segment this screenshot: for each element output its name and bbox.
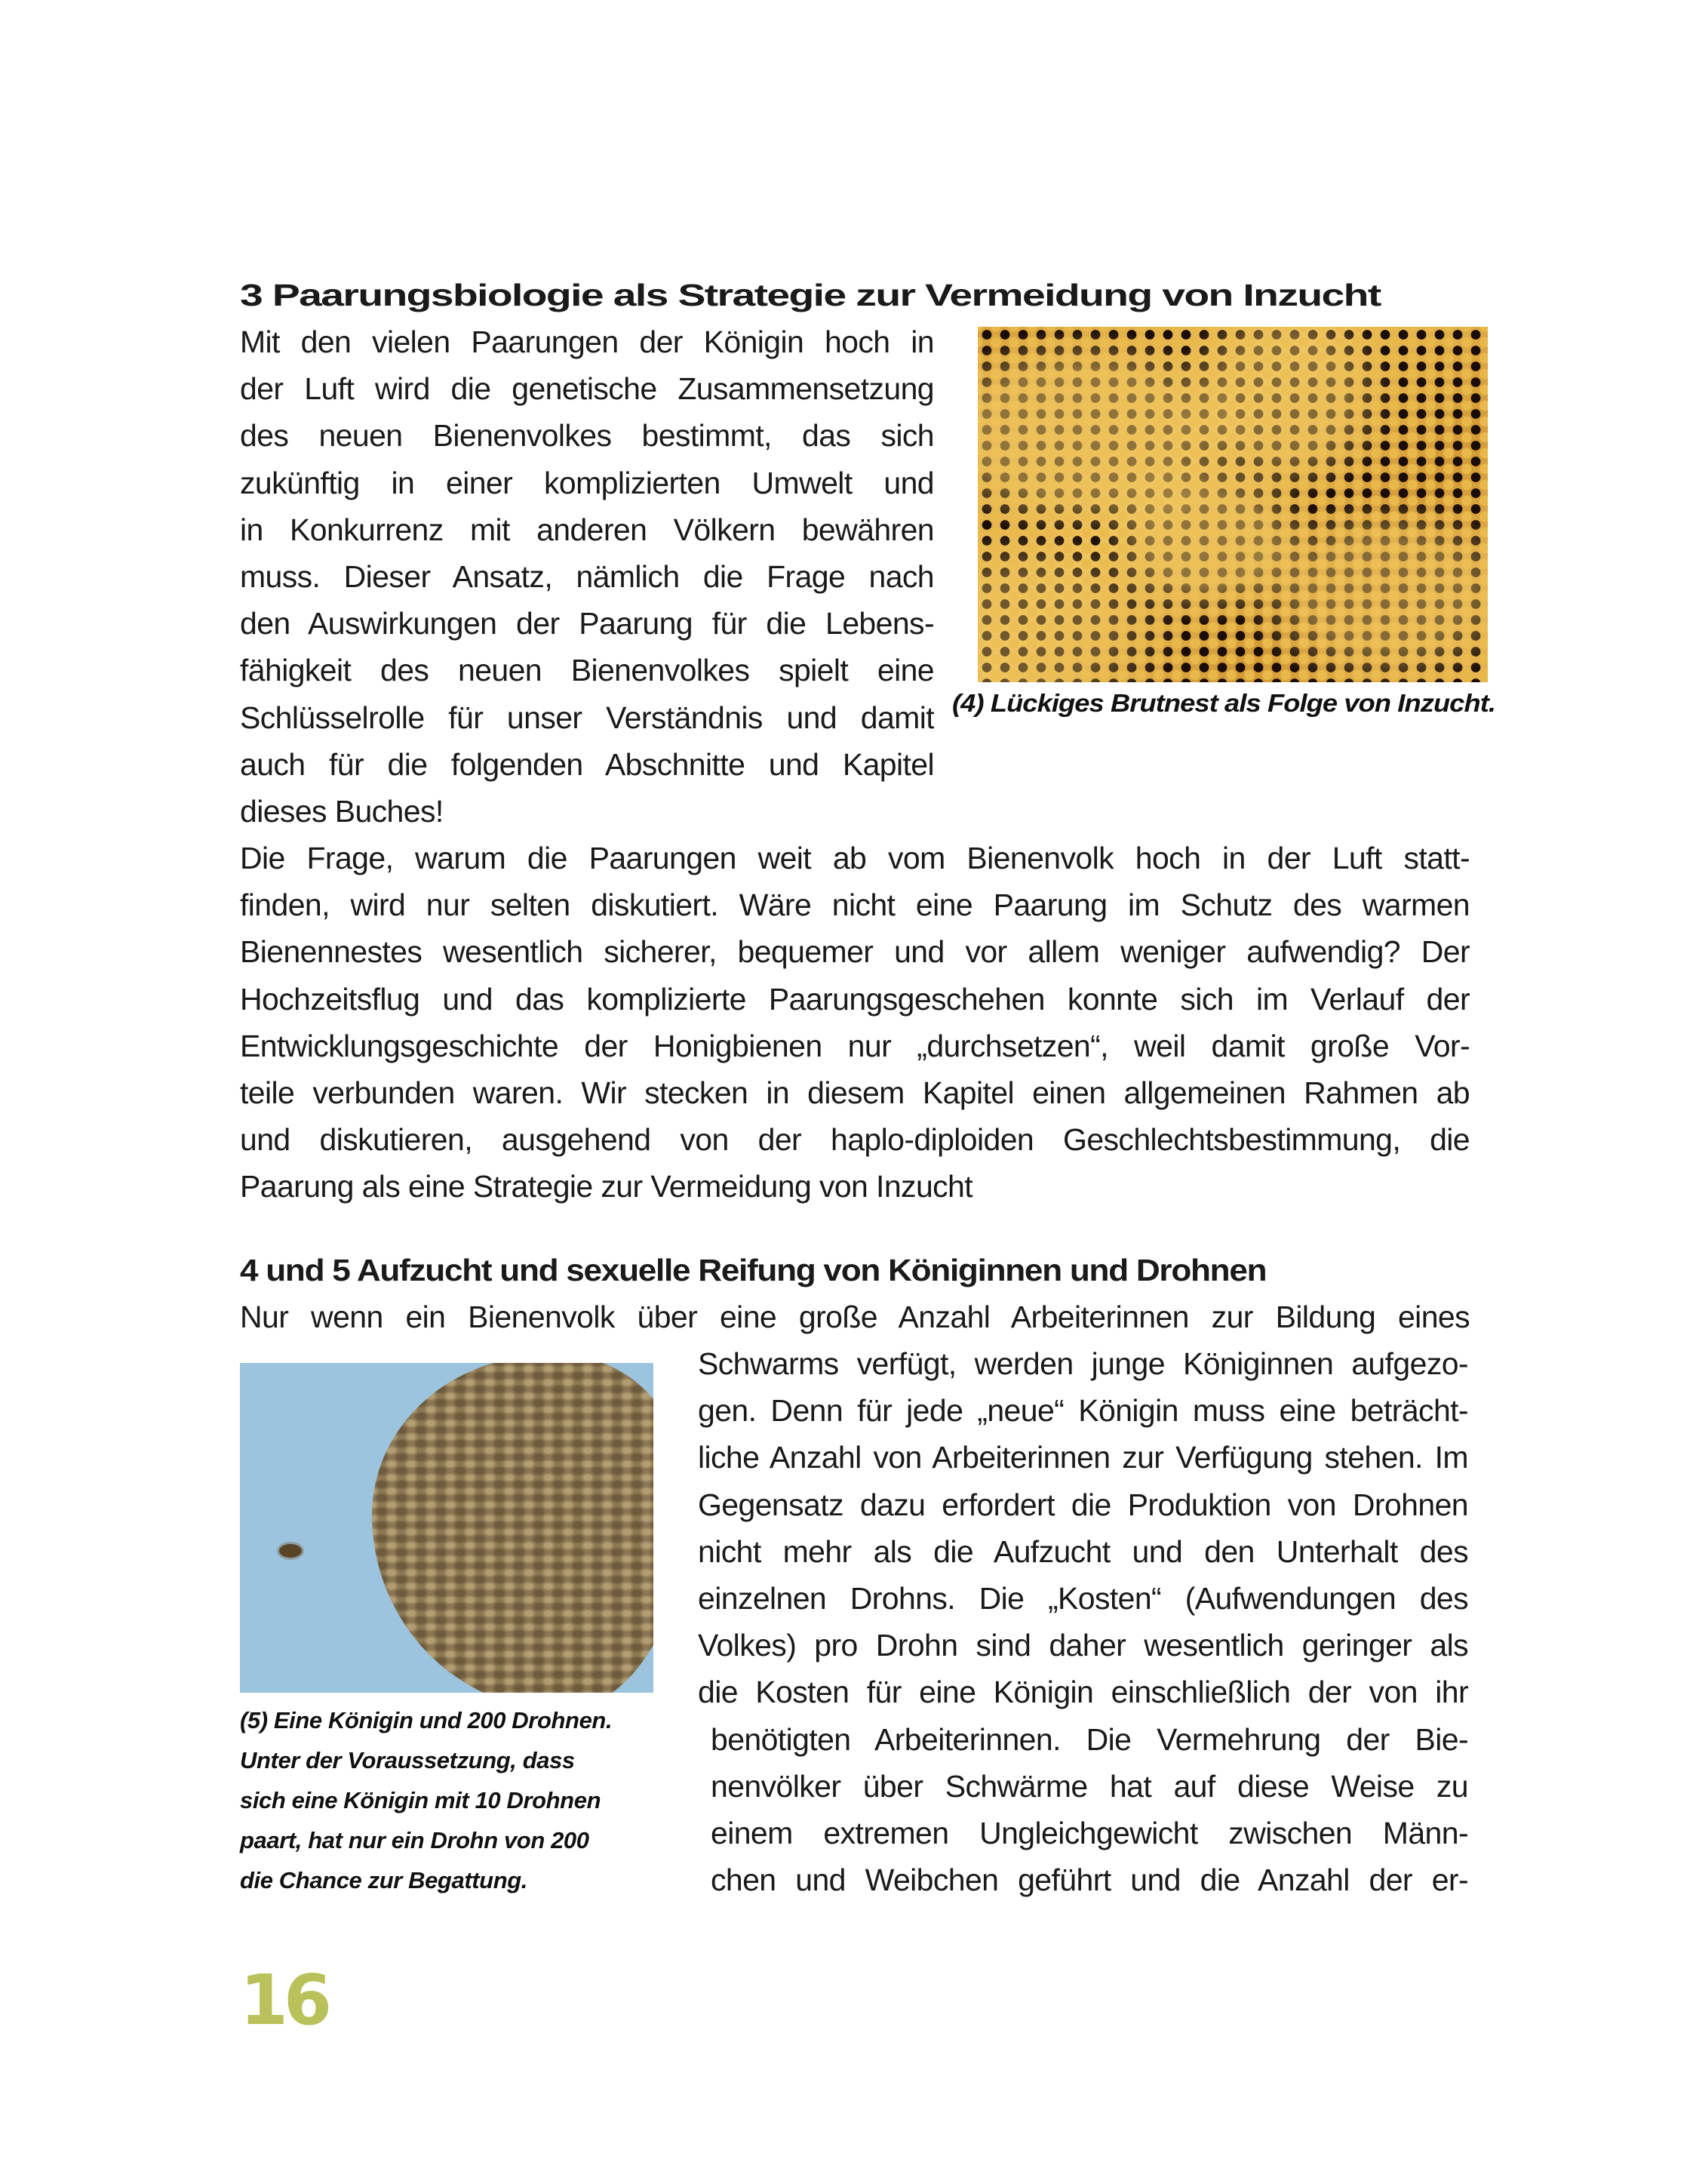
text-line: des neuen Bienenvolkes bestimmt, das sich	[240, 418, 934, 454]
text-line: Die Frage, warum die Paarungen weit ab vom Bienenvolk hoch in der Luft statt-	[240, 841, 1470, 875]
caption-line: (5) Eine Königin und 200 Drohnen.	[240, 1707, 613, 1733]
queen-and-drones-image	[240, 1363, 653, 1693]
text-line: Schlüsselrolle für unser Verständnis und damit	[240, 700, 934, 735]
text-line: Volkes) pro Drohn sind daher wesentlich geringer als	[698, 1628, 1468, 1663]
page-number: 16	[240, 1960, 328, 2041]
text-line: einem extremen Ungleichgewicht zwischen Männ-	[711, 1816, 1468, 1850]
text-line: einzelnen Drohns. Die „Kosten“ (Aufwendungen des	[698, 1581, 1468, 1616]
text-line: benötigten Arbeiterinnen. Die Vermehrung der Bie-	[711, 1721, 1468, 1757]
text-line: muss. Dieser Ansatz, nämlich die Frage nach	[240, 559, 934, 594]
section-3-heading: 3 Paarungsbiologie als Strategie zur Vermeidung von Inzucht	[240, 278, 1381, 312]
text-line: gen. Denn für jede „neue“ Königin muss eine beträcht-	[698, 1393, 1468, 1429]
text-line: die Kosten für eine Königin einschließlich der von ihr	[698, 1675, 1468, 1710]
text-line: teile verbunden waren. Wir stecken in diesem Kapitel einen allgemeinen Rahmen ab	[240, 1075, 1470, 1110]
section-4-5-heading: 4 und 5 Aufzucht und sexuelle Reifung von Königinnen und Drohnen	[240, 1253, 1267, 1287]
text-line: Mit den vielen Paarungen der Königin hoch in	[240, 325, 934, 359]
text-line: auch für die folgenden Abschnitte und Kapitel	[240, 746, 934, 782]
text-line: in Konkurrenz mit anderen Völkern bewähren	[240, 512, 934, 547]
text-line: Paarung als eine Strategie zur Vermeidung von Inzucht	[240, 1169, 973, 1204]
text-line: Entwicklungsgeschichte der Honigbienen nur „durchsetzen“, weil damit große Vor-	[240, 1028, 1470, 1063]
text-line: zukünftig in einer komplizierten Umwelt und	[240, 465, 934, 500]
caption-line: die Chance zur Begattung.	[240, 1867, 527, 1893]
queen-bee	[279, 1544, 302, 1558]
text-line: Bienennestes wesentlich sicherer, bequemer und vor allem weniger aufwendig? Der	[240, 934, 1470, 970]
section-4-5-first-line: Nur wenn ein Bienenvolk über eine große Anzahl Arbeiterinnen zur Bildung eines	[240, 1300, 1470, 1334]
caption-line: sich eine Königin mit 10 Drohnen	[240, 1787, 601, 1813]
text-line: der Luft wird die genetische Zusammensetzung	[240, 371, 934, 407]
text-line: dieses Buches!	[240, 794, 444, 829]
text-line: liche Anzahl von Arbeiterinnen zur Verfügung stehen. Im	[698, 1440, 1468, 1475]
drone-swarm	[372, 1363, 653, 1693]
text-line: den Auswirkungen der Paarung für die Lebens-	[240, 606, 934, 641]
figure-4-caption: (4) Lückiges Brutnest als Folge von Inzucht.	[952, 689, 1496, 717]
text-line: Hochzeitsflug und das komplizierte Paarungsgeschehen konnte sich im Verlauf der	[240, 981, 1470, 1017]
text-line: chen und Weibchen geführt und die Anzahl der er-	[711, 1863, 1468, 1898]
text-line: Schwarms verfügt, werden junge Königinnen aufgezo-	[698, 1346, 1468, 1381]
text-line: finden, wird nur selten diskutiert. Wäre nicht eine Paarung im Schutz des warmen	[240, 887, 1470, 923]
text-line: und diskutieren, ausgehend von der haplo-diploiden Geschlechtsbestimmung, die	[240, 1122, 1470, 1158]
text-line: fähigkeit des neuen Bienenvolkes spielt eine	[240, 653, 934, 688]
caption-line: Unter der Voraussetzung, dass	[240, 1747, 575, 1773]
honeycomb-brood-image	[978, 327, 1488, 682]
caption-line: paart, hat nur ein Drohn von 200	[240, 1827, 589, 1853]
text-line: Gegensatz dazu erfordert die Produktion von Drohnen	[698, 1487, 1468, 1522]
text-line: nenvölker über Schwärme hat auf diese Weise zu	[711, 1768, 1468, 1804]
text-line: nicht mehr als die Aufzucht und den Unterhalt des	[698, 1533, 1468, 1569]
